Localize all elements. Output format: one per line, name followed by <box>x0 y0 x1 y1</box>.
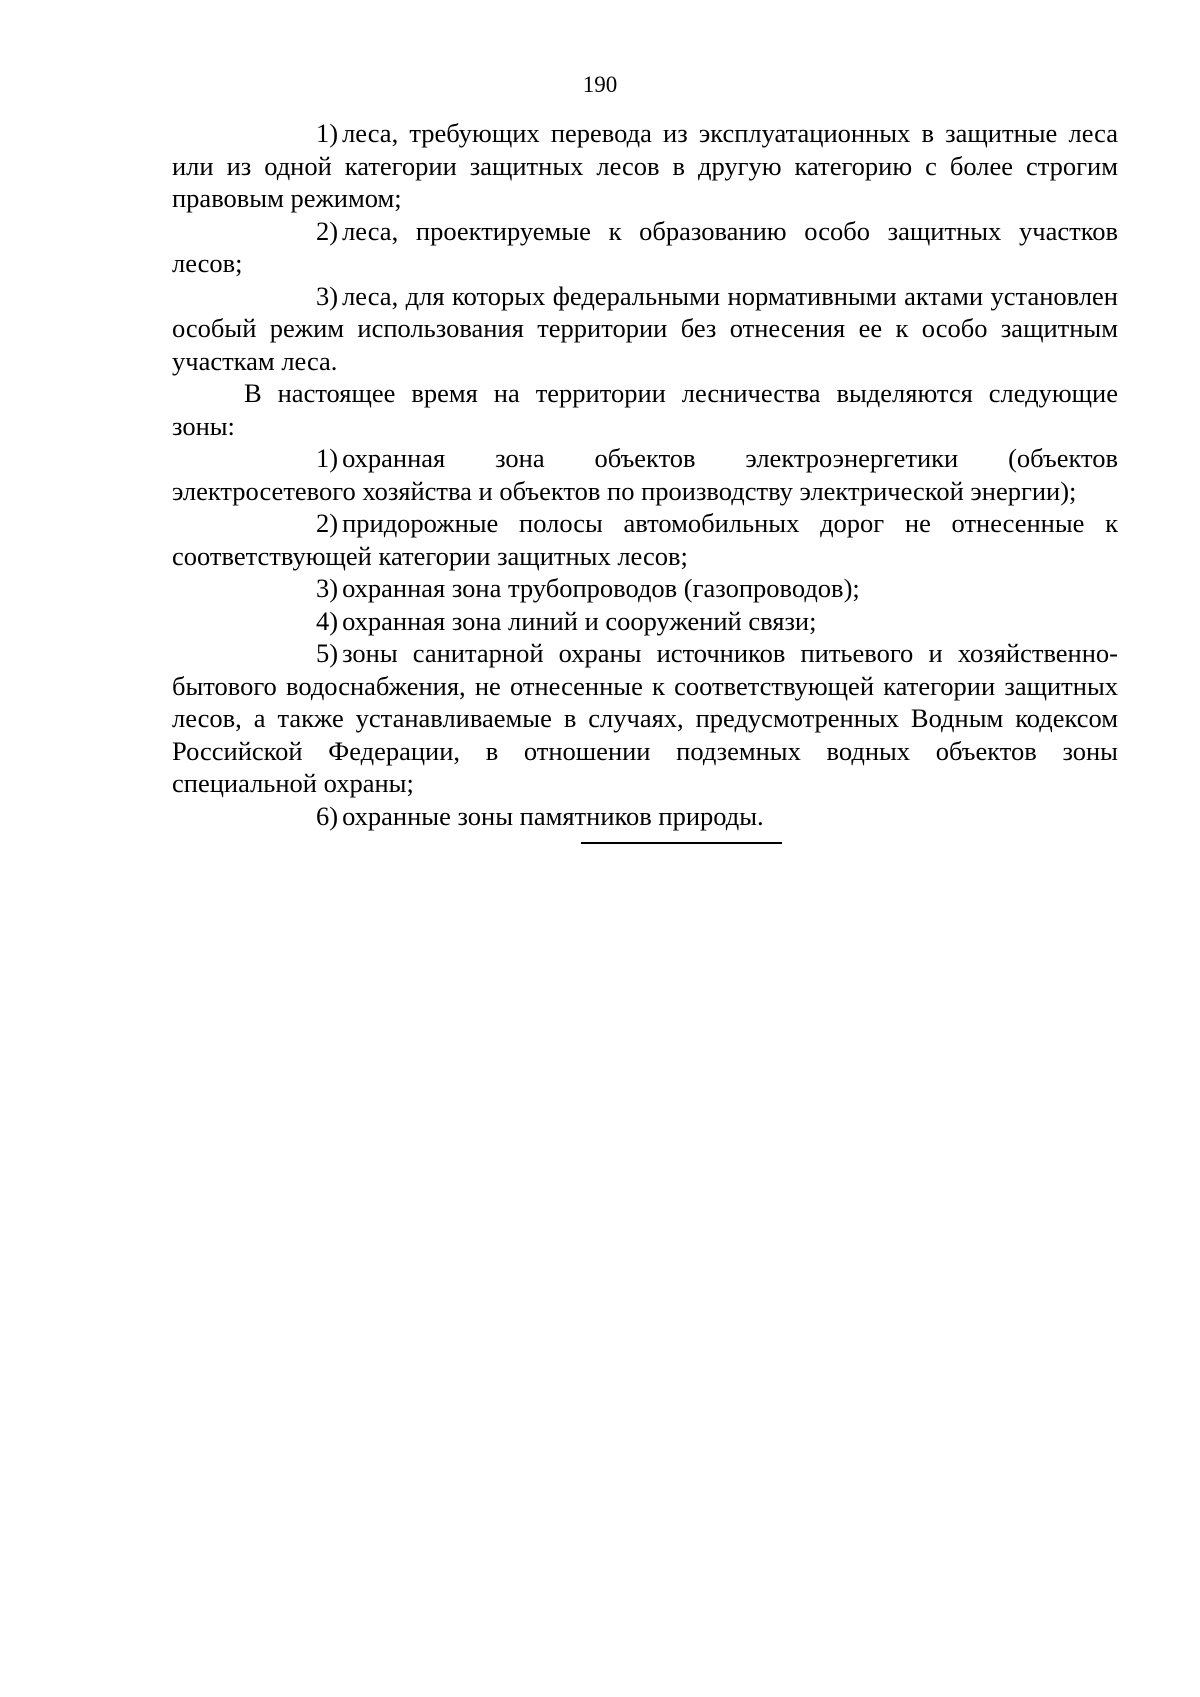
list-item-number: 5) <box>316 638 339 668</box>
list-item-text: охранные зоны памятников природы. <box>342 800 764 831</box>
list-item-number: 6) <box>316 800 339 831</box>
list-item <box>172 572 1118 605</box>
list-item <box>172 605 1118 638</box>
list-item-text: зоны санитарной охраны источников питьевого и хозяйственно-бытового водоснабжения, не отнесенные к соответствующей категории защитных лесов, а также устанавливаемые в случаях, предусмотренных Водным кодексом Российской Федерации, в отношении подземных водных объектов зоны специальной охраны; <box>172 638 1118 798</box>
list-item <box>172 117 1118 215</box>
list-item-number: 1) <box>316 443 339 473</box>
list-item-text: леса, проектируемые к образованию особо защитных участков лесов; <box>172 215 1118 278</box>
list-item-number: 4) <box>316 605 339 636</box>
list-item-number: 3) <box>316 280 339 311</box>
list-item-text: леса, требующих перевода из эксплуатационных в защитные леса или из одной категории защитных лесов в другую категорию с более строгим правовым режимом; <box>172 118 1118 213</box>
list-item-number: 2) <box>316 508 339 538</box>
list-item-text: придорожные полосы автомобильных дорог не отнесенные к соответствующей категории защитных лесов; <box>172 508 1118 571</box>
list-item-number: 1) <box>316 118 339 148</box>
list-item-text: леса, для которых федеральными нормативными актами установлен особый режим использования территории без отнесения ее к особо защитным участкам леса. <box>172 280 1118 376</box>
list-item <box>172 507 1118 572</box>
list-item-text: охранная зона объектов электроэнергетики (объектов электросетевого хозяйства и объектов по производству электрической энергии); <box>172 443 1118 506</box>
list-item <box>172 280 1118 378</box>
list-item-text: охранная зона трубопроводов (газопроводов); <box>342 573 860 603</box>
list-item-number: 2) <box>316 215 339 246</box>
list-item <box>172 637 1118 800</box>
list-item <box>172 442 1118 507</box>
document-body <box>172 117 1118 832</box>
list-item <box>172 215 1118 280</box>
end-separator-line <box>581 842 782 844</box>
list-item-number: 3) <box>316 573 339 603</box>
list-item-text: охранная зона линий и сооружений связи; <box>342 605 817 636</box>
list-item <box>172 800 1118 833</box>
page-number: 190 <box>582 72 618 97</box>
zones-intro-paragraph: В настоящее время на территории лесничества выделяются следующие зоны: <box>172 378 1118 441</box>
